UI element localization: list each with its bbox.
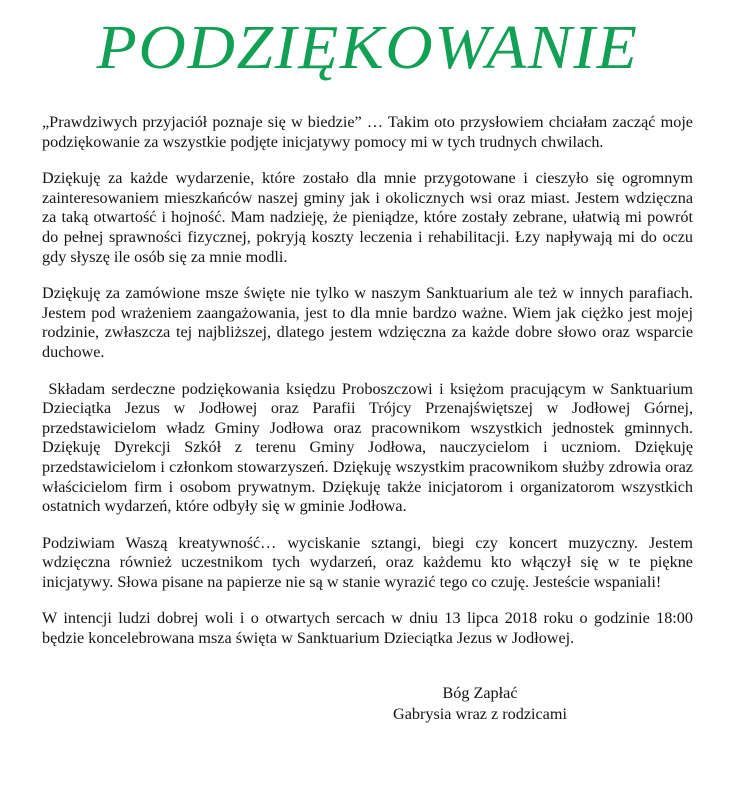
paragraph-text: W intencji ludzi dobrej woli i o otwartych sercach w dniu 13 lipca 2018 roku o godzinie 18:00 będzie koncelebrowana msza święta w Sanktuarium Dzieciątka Jezus w Jodłowej. xyxy=(42,609,693,648)
paragraph-intro xyxy=(42,113,693,152)
document-body xyxy=(42,113,693,649)
paragraph-text: Dziękuję za zamówione msze święte nie tylko w naszym Sanktuarium ale też w innych parafiach. Jestem pod wrażeniem zaangażowania, jest to dla mnie bardzo ważne. Wiem jak ciężko jest mojej rodzinie, zwłaszcza tej najbliższej, dlatego jestem wdzięczna za każde dobre słowo oraz wsparcie duchowe. xyxy=(42,284,693,361)
signature-closing: Bóg Zapłać xyxy=(442,684,518,702)
paragraph-mass-announcement xyxy=(42,609,693,648)
paragraph-text: Dziękuję za każde wydarzenie, które zostało dla mnie przygotowane i cieszyło się ogromnym zainteresowaniem mieszkańców naszej gminy jak i okolicznych wsi oraz miast. Jestem wdzięczna za taką otwartość i hojność. Mam nadzieję, że pieniądze, które zostały zebrane, ułatwią mi powrót do pełnej sprawności fizycznej, pokryją koszty leczenia i rehabilitacji. Łzy napływają mi do oczu gdy słyszę ile osób się za mnie modli. xyxy=(42,169,693,266)
page-title: PODZIĘKOWANIE xyxy=(96,14,639,82)
signature-block xyxy=(300,683,660,725)
document-title-container xyxy=(0,16,735,80)
paragraph-masses-gratitude xyxy=(42,284,693,362)
paragraph-creativity-admiration xyxy=(42,534,693,593)
paragraph-text: Składam serdeczne podziękowania księdzu Proboszczowi i księżom pracującym w Sanktuarium Dzieciątka Jezus w Jodłowej oraz Parafii Trójcy Przenajświętszej w Jodłowej Górnej, przedstawicielom władz Gminy Jodłowa oraz pracownikom wszystkich jednostek gminnych. Dziękuję Dyrekcji Szkół z terenu Gminy Jodłowa, nauczycielom i uczniom. Dziękuję przedstawicielom i członkom stowarzyszeń. Dziękuję wszystkim pracownikom służby zdrowia oraz właścicielom firm i osobom prywatnym. Dziękuję także inicjatorom i organizatorom wszystkich ostatnich wydarzeń, które odbyły się w gminie Jodłowa. xyxy=(42,379,693,516)
signature-author: Gabrysia wraz z rodzicami xyxy=(393,705,567,723)
paragraph-thanks-institutions xyxy=(42,380,693,517)
paragraph-events-gratitude xyxy=(42,169,693,267)
paragraph-text: Podziwiam Waszą kreatywność… wyciskanie sztangi, biegi czy koncert muzyczny. Jestem wdzięczna również uczestnikom tych wydarzeń, oraz każdemu kto włączył się w te piękne inicjatywy. Słowa pisane na papierze nie są w stanie wyrazić tego co czuję. Jesteście wspaniali! xyxy=(42,533,693,591)
paragraph-text: „Prawdziwych przyjaciół poznaje się w biedzie” … Takim oto przysłowiem chciałam zacząć moje podziękowanie za wszystkie podjęte inicjatywy pomocy mi w tych trudnych chwilach. xyxy=(42,113,693,151)
